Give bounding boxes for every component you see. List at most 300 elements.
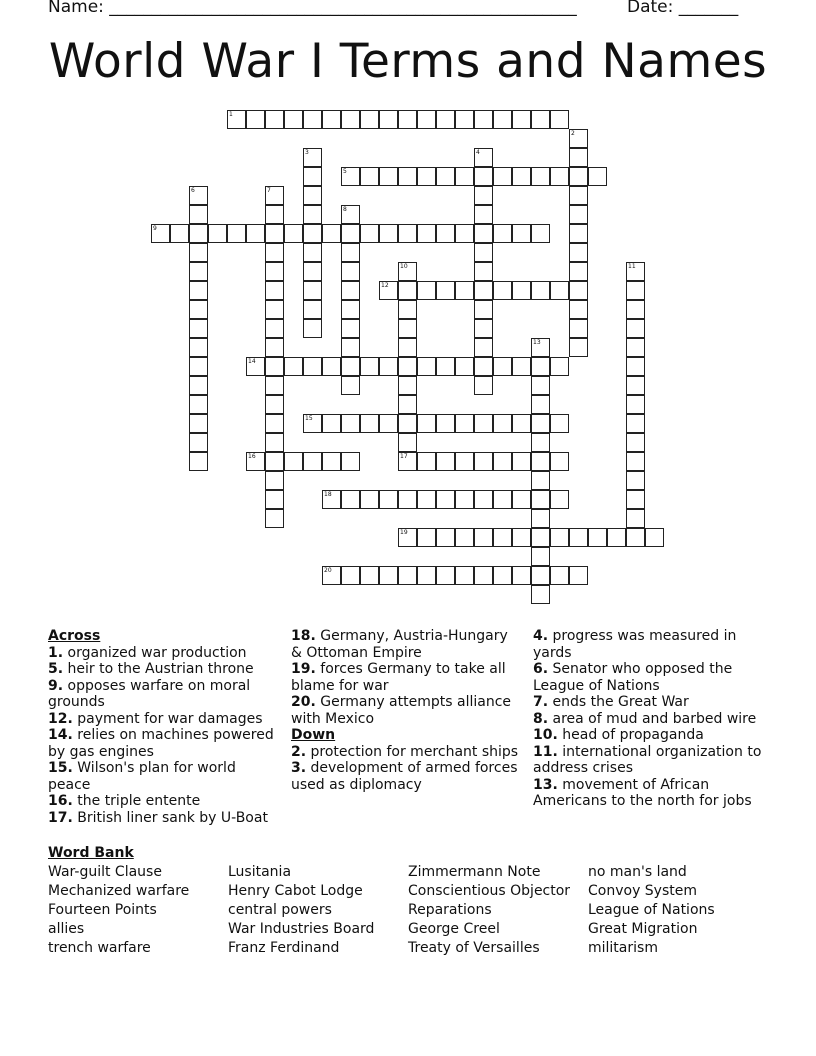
crossword-cell[interactable]: [531, 547, 550, 566]
crossword-cell[interactable]: [569, 338, 588, 357]
crossword-cell[interactable]: [303, 262, 322, 281]
crossword-cell[interactable]: [398, 376, 417, 395]
crossword-cell[interactable]: [189, 433, 208, 452]
crossword-cell[interactable]: [626, 262, 645, 281]
crossword-cell[interactable]: [626, 433, 645, 452]
crossword-cell[interactable]: [303, 224, 322, 243]
crossword-cell[interactable]: [474, 528, 493, 547]
crossword-cell[interactable]: [474, 490, 493, 509]
crossword-cell[interactable]: [569, 528, 588, 547]
crossword-cell[interactable]: [550, 110, 569, 129]
crossword-cell[interactable]: [398, 490, 417, 509]
crossword-cell[interactable]: [550, 452, 569, 471]
clue-number-label: 19.: [291, 661, 316, 677]
crossword-cell[interactable]: [398, 167, 417, 186]
crossword-cell[interactable]: [531, 357, 550, 376]
crossword-cell[interactable]: [512, 490, 531, 509]
crossword-cell[interactable]: [474, 338, 493, 357]
crossword-cell[interactable]: [284, 224, 303, 243]
crossword-cell[interactable]: [379, 167, 398, 186]
word-bank-term: Franz Ferdinand: [228, 940, 340, 956]
crossword-cell[interactable]: [417, 566, 436, 585]
crossword-cell[interactable]: [246, 357, 265, 376]
crossword-cell[interactable]: [455, 224, 474, 243]
crossword-cell[interactable]: [151, 224, 170, 243]
crossword-cell[interactable]: [189, 186, 208, 205]
crossword-cell[interactable]: [512, 281, 531, 300]
crossword-cell[interactable]: [626, 357, 645, 376]
crossword-cell[interactable]: [417, 167, 436, 186]
crossword-cell[interactable]: [379, 566, 398, 585]
crossword-cell[interactable]: [341, 281, 360, 300]
crossword-cell[interactable]: [208, 224, 227, 243]
crossword-cell[interactable]: [550, 566, 569, 585]
crossword-cell[interactable]: [436, 167, 455, 186]
crossword-cell[interactable]: [569, 224, 588, 243]
crossword-cell[interactable]: [474, 452, 493, 471]
clue-number-label: 1.: [48, 644, 64, 661]
crossword-cell[interactable]: [341, 452, 360, 471]
crossword-cell[interactable]: [569, 281, 588, 300]
clue-number-label: 5.: [48, 661, 64, 677]
crossword-cell[interactable]: [341, 167, 360, 186]
crossword-cell[interactable]: [569, 205, 588, 224]
crossword-cell[interactable]: [626, 452, 645, 471]
crossword-cell[interactable]: [531, 167, 550, 186]
crossword-cell[interactable]: [474, 243, 493, 262]
crossword-cell[interactable]: [265, 395, 284, 414]
crossword-cell[interactable]: [417, 281, 436, 300]
clue-number-label: 18.: [291, 628, 316, 644]
clue-number-label: 20.: [291, 694, 316, 710]
crossword-cell[interactable]: [360, 566, 379, 585]
crossword-cell[interactable]: [398, 338, 417, 357]
crossword-cell[interactable]: [512, 528, 531, 547]
crossword-cell[interactable]: [265, 243, 284, 262]
crossword-cell[interactable]: [474, 319, 493, 338]
crossword-cell[interactable]: [341, 376, 360, 395]
crossword-cell[interactable]: [398, 414, 417, 433]
crossword-cell[interactable]: [360, 490, 379, 509]
crossword-cell[interactable]: [569, 167, 588, 186]
clue-number: 8: [343, 206, 347, 213]
crossword-cell[interactable]: [512, 414, 531, 433]
crossword-cell[interactable]: [360, 110, 379, 129]
crossword-cell[interactable]: [493, 490, 512, 509]
crossword-cell[interactable]: [398, 110, 417, 129]
crossword-cell[interactable]: [303, 243, 322, 262]
crossword-cell[interactable]: [189, 338, 208, 357]
crossword-cell[interactable]: [493, 528, 512, 547]
crossword-cell[interactable]: [189, 414, 208, 433]
across-clues-column: [48, 628, 278, 826]
crossword-cell[interactable]: [265, 262, 284, 281]
crossword-cell[interactable]: [531, 566, 550, 585]
crossword-cell[interactable]: [645, 528, 664, 547]
crossword-cell[interactable]: [569, 319, 588, 338]
crossword-cell[interactable]: [531, 338, 550, 357]
crossword-cell[interactable]: [531, 376, 550, 395]
crossword-cell[interactable]: [455, 357, 474, 376]
crossword-cell[interactable]: [303, 167, 322, 186]
word-bank-term: no man's land: [588, 864, 687, 880]
crossword-cell[interactable]: [474, 148, 493, 167]
crossword-cell[interactable]: [322, 357, 341, 376]
crossword-cell[interactable]: [626, 471, 645, 490]
crossword-cell[interactable]: [474, 110, 493, 129]
word-bank-heading: Word Bank: [48, 845, 134, 861]
crossword-cell[interactable]: [493, 167, 512, 186]
word-bank-term: George Creel: [408, 921, 500, 937]
clue-text: Senator who opposed the League of Nations: [533, 661, 733, 694]
crossword-cell[interactable]: [303, 205, 322, 224]
down-clue-list-continued: [533, 628, 773, 810]
crossword-cell[interactable]: [265, 224, 284, 243]
crossword-cell[interactable]: [246, 452, 265, 471]
crossword-cell[interactable]: [455, 528, 474, 547]
word-bank-term: League of Nations: [588, 902, 715, 918]
crossword-cell[interactable]: [284, 357, 303, 376]
crossword-cell[interactable]: [170, 224, 189, 243]
word-bank-term: Reparations: [408, 902, 492, 918]
crossword-cell[interactable]: [379, 224, 398, 243]
crossword-cell[interactable]: [303, 148, 322, 167]
crossword-cell[interactable]: [341, 243, 360, 262]
crossword-cell[interactable]: [303, 414, 322, 433]
crossword-cell[interactable]: [531, 281, 550, 300]
crossword-cell[interactable]: [531, 395, 550, 414]
crossword-cell[interactable]: [455, 110, 474, 129]
crossword-cell[interactable]: [493, 452, 512, 471]
crossword-cell[interactable]: [417, 528, 436, 547]
crossword-cell[interactable]: [303, 110, 322, 129]
crossword-cell[interactable]: [493, 566, 512, 585]
crossword-cell[interactable]: [626, 509, 645, 528]
crossword-cell[interactable]: [265, 281, 284, 300]
crossword-cell[interactable]: [474, 167, 493, 186]
crossword-cell[interactable]: [455, 566, 474, 585]
crossword-cell[interactable]: [417, 452, 436, 471]
crossword-cell[interactable]: [398, 528, 417, 547]
crossword-cell[interactable]: [227, 224, 246, 243]
crossword-cell[interactable]: [322, 566, 341, 585]
crossword-cell[interactable]: [607, 528, 626, 547]
crossword-cell[interactable]: [189, 224, 208, 243]
crossword-cell[interactable]: [246, 110, 265, 129]
crossword-cell[interactable]: [265, 110, 284, 129]
clue-number-label: 4.: [533, 628, 549, 644]
page-title: World War I Terms and Names: [48, 34, 768, 89]
crossword-cell[interactable]: [550, 528, 569, 547]
crossword-cell[interactable]: [379, 110, 398, 129]
crossword-cell[interactable]: [189, 319, 208, 338]
crossword-cell[interactable]: [569, 186, 588, 205]
crossword-cell[interactable]: [588, 167, 607, 186]
crossword-cell[interactable]: [493, 281, 512, 300]
clue-number: 5: [343, 168, 347, 175]
clue-number-label: 9.: [48, 677, 64, 694]
crossword-cell[interactable]: [322, 414, 341, 433]
crossword-cell[interactable]: [303, 281, 322, 300]
down-clue-list: [291, 744, 521, 794]
word-bank-term: War-guilt Clause: [48, 864, 162, 880]
crossword-cell[interactable]: [626, 490, 645, 509]
crossword-cell[interactable]: [322, 224, 341, 243]
crossword-cell[interactable]: [341, 319, 360, 338]
crossword-cell[interactable]: [341, 205, 360, 224]
crossword-cell[interactable]: [360, 224, 379, 243]
crossword-cell[interactable]: [417, 110, 436, 129]
crossword-cell[interactable]: [626, 319, 645, 338]
crossword-cell[interactable]: [493, 110, 512, 129]
down-heading: Down: [291, 727, 336, 743]
crossword-cell[interactable]: [512, 110, 531, 129]
crossword-cell[interactable]: [189, 262, 208, 281]
crossword-cell[interactable]: [474, 281, 493, 300]
crossword-cell[interactable]: [265, 414, 284, 433]
crossword-cell[interactable]: [531, 110, 550, 129]
crossword-cell[interactable]: [550, 490, 569, 509]
crossword-cell[interactable]: [303, 300, 322, 319]
crossword-cell[interactable]: [322, 110, 341, 129]
crossword-cell[interactable]: [569, 129, 588, 148]
crossword-cell[interactable]: [455, 452, 474, 471]
crossword-cell[interactable]: [474, 357, 493, 376]
clue-text: progress was measured in yards: [533, 628, 737, 661]
crossword-cell[interactable]: [626, 376, 645, 395]
crossword-cell[interactable]: [379, 490, 398, 509]
crossword-cell[interactable]: [474, 262, 493, 281]
crossword-cell[interactable]: [626, 414, 645, 433]
clue-text: international organization to address crises: [533, 743, 762, 776]
crossword-cell[interactable]: [531, 528, 550, 547]
crossword-cell[interactable]: [379, 281, 398, 300]
crossword-cell[interactable]: [341, 357, 360, 376]
crossword-cell[interactable]: [246, 224, 265, 243]
crossword-cell[interactable]: [493, 357, 512, 376]
clue-number: 20: [324, 567, 332, 574]
crossword-cell[interactable]: [550, 167, 569, 186]
word-bank-term: Conscientious Objector: [408, 883, 571, 899]
crossword-cell[interactable]: [569, 566, 588, 585]
crossword-cell[interactable]: [436, 414, 455, 433]
clue-text: relies on machines powered by gas engines: [48, 727, 274, 760]
word-bank-column-1: [48, 863, 189, 958]
crossword-cell[interactable]: [189, 376, 208, 395]
clue-number-label: 11.: [533, 743, 558, 760]
crossword-cell[interactable]: [398, 566, 417, 585]
crossword-cell[interactable]: [417, 357, 436, 376]
clue-item: [48, 711, 278, 728]
crossword-cell[interactable]: [322, 490, 341, 509]
clue-number: 4: [476, 149, 480, 156]
crossword-cell[interactable]: [569, 300, 588, 319]
crossword-cell[interactable]: [341, 566, 360, 585]
clue-number-label: 15.: [48, 760, 73, 776]
crossword-cell[interactable]: [189, 395, 208, 414]
crossword-cell[interactable]: [531, 452, 550, 471]
crossword-cell[interactable]: [531, 224, 550, 243]
crossword-cell[interactable]: [341, 262, 360, 281]
crossword-cell[interactable]: [569, 243, 588, 262]
crossword-cell[interactable]: [227, 110, 246, 129]
crossword-cell[interactable]: [474, 224, 493, 243]
crossword-cell[interactable]: [436, 490, 455, 509]
crossword-cell[interactable]: [436, 110, 455, 129]
crossword-cell[interactable]: [360, 167, 379, 186]
crossword-cell[interactable]: [474, 186, 493, 205]
crossword-cell[interactable]: [379, 357, 398, 376]
crossword-cell[interactable]: [512, 566, 531, 585]
crossword-cell[interactable]: [626, 338, 645, 357]
crossword-cell[interactable]: [341, 414, 360, 433]
crossword-cell[interactable]: [550, 414, 569, 433]
crossword-cell[interactable]: [398, 452, 417, 471]
clue-text: Wilson's plan for world peace: [48, 760, 236, 793]
crossword-cell[interactable]: [474, 566, 493, 585]
crossword-cell[interactable]: [531, 471, 550, 490]
crossword-cell[interactable]: [398, 319, 417, 338]
crossword-cell[interactable]: [398, 395, 417, 414]
word-bank-column-3: [408, 863, 570, 958]
crossword-cell[interactable]: [512, 167, 531, 186]
clue-item: [48, 661, 278, 678]
crossword-cell[interactable]: [265, 490, 284, 509]
word-bank-term: Zimmermann Note: [408, 864, 541, 880]
crossword-cell[interactable]: [341, 224, 360, 243]
clues-column-middle: [291, 628, 521, 793]
clue-number: 1: [229, 111, 233, 118]
crossword-cell[interactable]: [189, 357, 208, 376]
crossword-cell[interactable]: [626, 300, 645, 319]
crossword-cell[interactable]: [569, 262, 588, 281]
crossword-cell[interactable]: [626, 395, 645, 414]
crossword-cell[interactable]: [398, 262, 417, 281]
crossword-cell[interactable]: [265, 300, 284, 319]
crossword-cell[interactable]: [455, 414, 474, 433]
crossword-cell[interactable]: [379, 414, 398, 433]
crossword-cell[interactable]: [436, 528, 455, 547]
crossword-cell[interactable]: [265, 509, 284, 528]
crossword-cell[interactable]: [436, 281, 455, 300]
crossword-cell[interactable]: [455, 490, 474, 509]
clue-number-label: 6.: [533, 661, 549, 677]
crossword-cell[interactable]: [265, 376, 284, 395]
crossword-cell[interactable]: [569, 148, 588, 167]
clue-number: 11: [628, 263, 636, 270]
crossword-cell[interactable]: [398, 433, 417, 452]
crossword-cell[interactable]: [284, 452, 303, 471]
crossword-cell[interactable]: [322, 452, 341, 471]
crossword-cell[interactable]: [474, 414, 493, 433]
crossword-cell[interactable]: [493, 414, 512, 433]
crossword-cell[interactable]: [512, 452, 531, 471]
crossword-cell[interactable]: [531, 490, 550, 509]
crossword-cell[interactable]: [512, 357, 531, 376]
clue-item: [48, 678, 278, 711]
clue-number: 18: [324, 491, 332, 498]
crossword-cell[interactable]: [265, 471, 284, 490]
crossword-cell[interactable]: [626, 281, 645, 300]
crossword-cell[interactable]: [265, 433, 284, 452]
crossword-cell[interactable]: [303, 452, 322, 471]
clue-text: payment for war damages: [72, 710, 263, 727]
crossword-cell[interactable]: [341, 490, 360, 509]
crossword-cell[interactable]: [303, 186, 322, 205]
crossword-cell[interactable]: [398, 224, 417, 243]
clue-number-label: 7.: [533, 694, 549, 710]
clue-item: [291, 628, 521, 661]
clue-text: Germany attempts alliance with Mexico: [291, 694, 511, 727]
clue-item: [533, 744, 773, 777]
crossword-cell[interactable]: [436, 566, 455, 585]
crossword-cell[interactable]: [398, 300, 417, 319]
crossword-cell[interactable]: [189, 243, 208, 262]
crossword-cell[interactable]: [265, 186, 284, 205]
crossword-cell[interactable]: [550, 281, 569, 300]
crossword-cell[interactable]: [531, 414, 550, 433]
crossword-cell[interactable]: [189, 205, 208, 224]
crossword-cell[interactable]: [189, 281, 208, 300]
word-bank-term: Henry Cabot Lodge: [228, 883, 363, 899]
crossword-cell[interactable]: [417, 224, 436, 243]
word-bank-term: Mechanized warfare: [48, 883, 190, 899]
clue-number-label: 3.: [291, 760, 307, 776]
crossword-cell[interactable]: [436, 452, 455, 471]
crossword-cell[interactable]: [531, 433, 550, 452]
crossword-cell[interactable]: [550, 357, 569, 376]
crossword-cell[interactable]: [531, 585, 550, 604]
crossword-cell[interactable]: [265, 452, 284, 471]
crossword-cell[interactable]: [455, 167, 474, 186]
crossword-cell[interactable]: [265, 357, 284, 376]
crossword-cell[interactable]: [189, 300, 208, 319]
crossword-cell[interactable]: [341, 110, 360, 129]
crossword-cell[interactable]: [455, 281, 474, 300]
crossword-cell[interactable]: [417, 414, 436, 433]
crossword-cell[interactable]: [588, 528, 607, 547]
crossword-cell[interactable]: [341, 338, 360, 357]
crossword-cell[interactable]: [474, 376, 493, 395]
crossword-cell[interactable]: [360, 414, 379, 433]
crossword-cell[interactable]: [626, 528, 645, 547]
crossword-cell[interactable]: [398, 281, 417, 300]
crossword-cell[interactable]: [341, 300, 360, 319]
clue-item: [533, 777, 773, 810]
crossword-cell[interactable]: [398, 357, 417, 376]
crossword-cell[interactable]: [493, 224, 512, 243]
clue-number: 14: [248, 358, 256, 365]
clue-number: 7: [267, 187, 271, 194]
crossword-cell[interactable]: [512, 224, 531, 243]
crossword-cell[interactable]: [303, 319, 322, 338]
crossword-cell[interactable]: [265, 338, 284, 357]
crossword-cell[interactable]: [265, 319, 284, 338]
crossword-cell[interactable]: [436, 224, 455, 243]
crossword-cell[interactable]: [265, 205, 284, 224]
crossword-cell[interactable]: [284, 110, 303, 129]
clue-number: 9: [153, 225, 157, 232]
crossword-cell[interactable]: [189, 452, 208, 471]
clue-number: 2: [571, 130, 575, 137]
crossword-cell[interactable]: [474, 205, 493, 224]
crossword-cell[interactable]: [474, 300, 493, 319]
crossword-cell[interactable]: [360, 357, 379, 376]
crossword-cell[interactable]: [417, 490, 436, 509]
crossword-cell[interactable]: [531, 509, 550, 528]
crossword-cell[interactable]: [436, 357, 455, 376]
crossword-cell[interactable]: [303, 357, 322, 376]
